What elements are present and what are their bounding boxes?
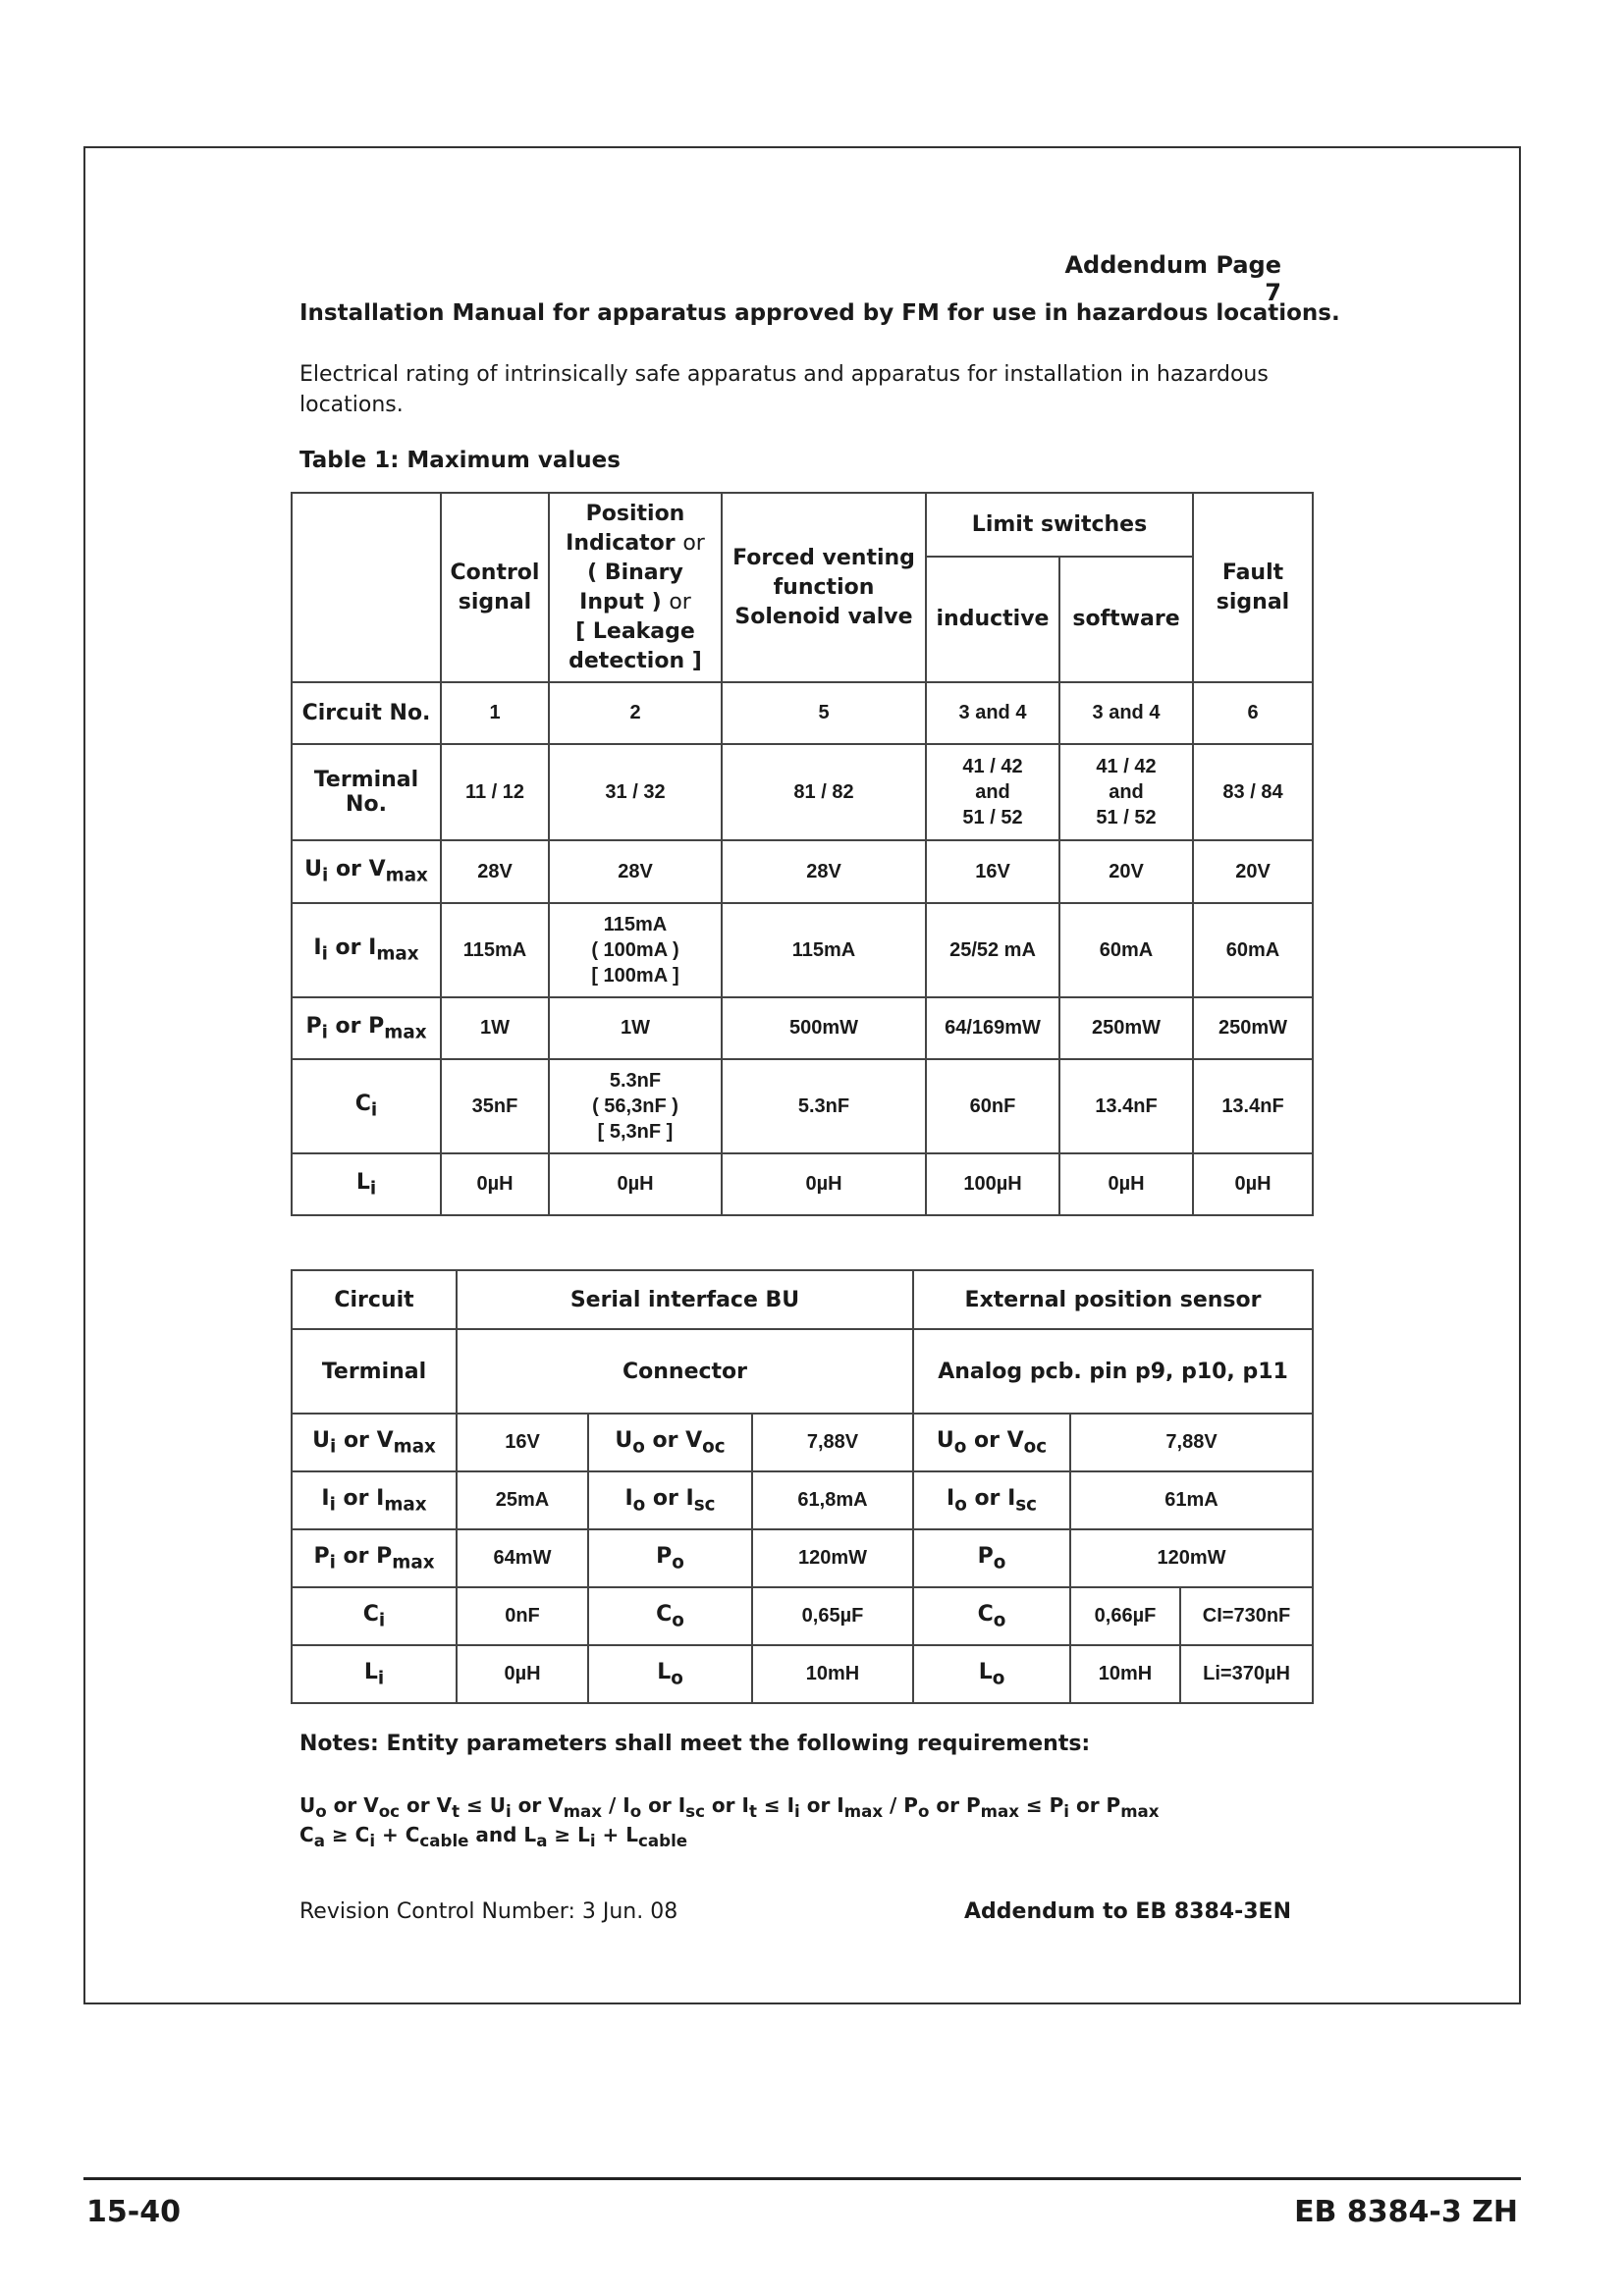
header-analog-pins: Analog pcb. pin p9, p10, p11 (913, 1329, 1313, 1414)
header-inductive: inductive (926, 557, 1059, 682)
row-label-terminal: Terminal (292, 1329, 457, 1414)
cell: 115mA ( 100mA ) [ 100mA ] (549, 903, 722, 997)
cell: 60mA (1193, 903, 1313, 997)
header-position-indicator: Position Indicator or ( Binary Input ) or [ Leakage detection ] (549, 493, 722, 682)
document-code: EB 8384-3 ZH (1294, 2195, 1518, 2229)
table2-row-power (292, 1529, 1313, 1587)
cell: 120mW (1070, 1529, 1313, 1587)
addendum-page-label: Addendum Page 7 (1064, 251, 1281, 306)
header-serial-interface: Serial interface BU (457, 1270, 913, 1329)
cell: 60mA (1059, 903, 1193, 997)
cell: 500mW (722, 997, 926, 1059)
cell: 0µH (1059, 1153, 1193, 1215)
document-title: Installation Manual for apparatus approved by FM for use in hazardous locations. (299, 300, 1340, 326)
table2-row-terminal (292, 1329, 1313, 1414)
cell: 1W (441, 997, 549, 1059)
table2-row-voltage (292, 1414, 1313, 1471)
cell: 61mA (1070, 1471, 1313, 1529)
formula-line-2: $C_a \ge C_i + C_{cable}$ and $L_a \ge L_i + L_{cable}$ (299, 1823, 688, 1850)
cell-label: $L_o$ (913, 1645, 1070, 1703)
table2-row-inductance (292, 1645, 1313, 1703)
cell: 115mA (722, 903, 926, 997)
cell: Li=370µH (1180, 1645, 1313, 1703)
cell: 0µH (457, 1645, 588, 1703)
header-control-signal: Control signal (441, 493, 549, 682)
table2-row-current (292, 1471, 1313, 1529)
cell-label: $I_o$ or $I_{sc}$ (588, 1471, 752, 1529)
row-label-capacitance: $C_i$ (292, 1059, 441, 1153)
cell: 31 / 32 (549, 744, 722, 840)
cell: 3 and 4 (1059, 682, 1193, 744)
header-limit-switches: Limit switches (926, 493, 1193, 557)
formula-line-1: $U_o$ or $V_{oc}$ or $V_t \le U_i$ or $V_{max} / I_o$ or $I_{sc}$ or $I_t \le I_i$ or $I_{max} / P_o$ or $P_{max} \le P_i$ or $P_{max}$ (299, 1793, 1160, 1821)
cell-label: $L_o$ (588, 1645, 752, 1703)
cell: 16V (926, 840, 1059, 903)
notes-title: Notes: Entity parameters shall meet the following requirements: (299, 1732, 1091, 1756)
cell: 2 (549, 682, 722, 744)
row-label-voltage: $U_i$ or $V_{max}$ (292, 1414, 457, 1471)
row-label-voltage: $U_i$ or $V_{max}$ (292, 840, 441, 903)
row-label-terminal: Terminal No. (292, 744, 441, 840)
cell: 11 / 12 (441, 744, 549, 840)
header-external-sensor: External position sensor (913, 1270, 1313, 1329)
cell: 25mA (457, 1471, 588, 1529)
page-number: 15-40 (86, 2195, 181, 2229)
header-software: software (1059, 557, 1193, 682)
cell: 7,88V (1070, 1414, 1313, 1471)
cell-label: $P_o$ (588, 1529, 752, 1587)
cell: 0nF (457, 1587, 588, 1645)
cell: 64/169mW (926, 997, 1059, 1059)
footer-rule (83, 2177, 1521, 2180)
row-label-inductance: $L_i$ (292, 1645, 457, 1703)
cell: 83 / 84 (1193, 744, 1313, 840)
cell-label: $P_o$ (913, 1529, 1070, 1587)
cell-label: $C_o$ (913, 1587, 1070, 1645)
cell: 35nF (441, 1059, 549, 1153)
cell-label: $U_o$ or $V_{oc}$ (588, 1414, 752, 1471)
cell: 10mH (1070, 1645, 1180, 1703)
row-label-circuit: Circuit No. (292, 682, 441, 744)
intro-text (299, 359, 1321, 420)
cell: 1W (549, 997, 722, 1059)
cell: 13.4nF (1193, 1059, 1313, 1153)
table-row-inductance (292, 1153, 1313, 1215)
table-row-power (292, 997, 1313, 1059)
intro-line-1: Electrical rating of intrinsically safe apparatus and apparatus for installation in hazardous (299, 362, 1269, 387)
revision-control: Revision Control Number: 3 Jun. 08 (299, 1899, 678, 1924)
table-header-row (292, 493, 1313, 557)
cell: 41 / 42 and 51 / 52 (926, 744, 1059, 840)
cell-label: $C_o$ (588, 1587, 752, 1645)
cell: 250mW (1193, 997, 1313, 1059)
cell: 5 (722, 682, 926, 744)
cell: 16V (457, 1414, 588, 1471)
cell: 28V (722, 840, 926, 903)
cell: 0,66µF (1070, 1587, 1180, 1645)
interface-values-table (291, 1269, 1314, 1704)
row-label-current: $I_i$ or $I_{max}$ (292, 1471, 457, 1529)
row-label-circuit: Circuit (292, 1270, 457, 1329)
cell: 81 / 82 (722, 744, 926, 840)
header-corner-cell (292, 493, 441, 682)
cell: 28V (441, 840, 549, 903)
cell: 13.4nF (1059, 1059, 1193, 1153)
table-row-capacitance (292, 1059, 1313, 1153)
cell: 0,65µF (752, 1587, 913, 1645)
cell: 100µH (926, 1153, 1059, 1215)
table-caption: Table 1: Maximum values (299, 448, 621, 473)
row-label-power: $P_i$ or $P_{max}$ (292, 997, 441, 1059)
cell: 6 (1193, 682, 1313, 744)
cell: 41 / 42 and 51 / 52 (1059, 744, 1193, 840)
cell: 250mW (1059, 997, 1193, 1059)
cell: 60nF (926, 1059, 1059, 1153)
cell: 0µH (1193, 1153, 1313, 1215)
table-row-current (292, 903, 1313, 997)
cell: 10mH (752, 1645, 913, 1703)
row-label-inductance: $L_i$ (292, 1153, 441, 1215)
table-row-voltage (292, 840, 1313, 903)
cell: 7,88V (752, 1414, 913, 1471)
cell-label: $I_o$ or $I_{sc}$ (913, 1471, 1070, 1529)
cell: 64mW (457, 1529, 588, 1587)
table-row-circuit (292, 682, 1313, 744)
header-forced-venting: Forced venting function Solenoid valve (722, 493, 926, 682)
row-label-capacitance: $C_i$ (292, 1587, 457, 1645)
cell: 0µH (549, 1153, 722, 1215)
cell: 120mW (752, 1529, 913, 1587)
cell: 5.3nF ( 56,3nF ) [ 5,3nF ] (549, 1059, 722, 1153)
cell: 0µH (722, 1153, 926, 1215)
intro-line-2: locations. (299, 393, 404, 417)
row-label-power: $P_i$ or $P_{max}$ (292, 1529, 457, 1587)
cell: 28V (549, 840, 722, 903)
maximum-values-table (291, 492, 1314, 1216)
cell: 61,8mA (752, 1471, 913, 1529)
cell: 1 (441, 682, 549, 744)
table2-row-capacitance (292, 1587, 1313, 1645)
cell: 20V (1059, 840, 1193, 903)
cell-label: $U_o$ or $V_{oc}$ (913, 1414, 1070, 1471)
addendum-reference: Addendum to EB 8384-3EN (964, 1899, 1291, 1924)
cell: 0µH (441, 1153, 549, 1215)
cell: 3 and 4 (926, 682, 1059, 744)
cell: 25/52 mA (926, 903, 1059, 997)
header-fault-signal: Fault signal (1193, 493, 1313, 682)
cell: 20V (1193, 840, 1313, 903)
table-row-terminal (292, 744, 1313, 840)
row-label-current: $I_i$ or $I_{max}$ (292, 903, 441, 997)
table2-row-circuit (292, 1270, 1313, 1329)
header-connector: Connector (457, 1329, 913, 1414)
cell: 5.3nF (722, 1059, 926, 1153)
cell: 115mA (441, 903, 549, 997)
cell: CI=730nF (1180, 1587, 1313, 1645)
